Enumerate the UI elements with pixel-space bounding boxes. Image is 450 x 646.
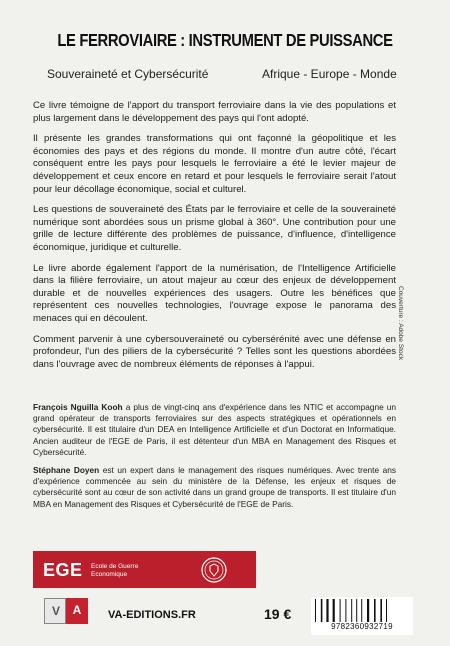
cover-credit: Couverture : Adobe Stock bbox=[397, 286, 404, 361]
author-bio-2-text: est un expert dans le management des risques numériques. Avec trente ans d'expérience commencée au sein du ministère de la Défense, les enjeux et risques de cybersécurité sont au cœur de son activité dans un grand groupe de transports. Il est titulaire d'un MBA en Management des Risques et Cybersécurité de l'EGE de Paris. bbox=[33, 465, 396, 509]
author-bio-2 bbox=[33, 465, 396, 510]
publisher-website: VA-EDITIONS.FR bbox=[108, 609, 196, 621]
barcode-bar bbox=[315, 599, 316, 622]
barcode-bar bbox=[321, 599, 323, 622]
barcode-bar bbox=[361, 599, 362, 622]
isbn-number: 9782360932719 bbox=[331, 622, 393, 631]
barcode-bar bbox=[374, 599, 376, 622]
subtitle-regions: Afrique - Europe - Monde bbox=[262, 67, 397, 81]
va-editions-logo bbox=[44, 598, 88, 624]
barcode-bar bbox=[326, 599, 328, 622]
barcode-bars bbox=[314, 599, 410, 622]
subtitle-theme: Souveraineté et Cybersécurité bbox=[47, 67, 209, 81]
blurb-paragraph-3: Les questions de souveraineté des États par le ferroviaire et celle de la souveraineté numérique sont abordées sous un prisme global à 360°. Une contribution pour une grille de lecture différente des problèmes de puissance, d'influence, d'intelligence économique, juridique et culturelle. bbox=[33, 204, 396, 253]
book-title: LE FERROVIAIRE : INSTRUMENT DE PUISSANCE bbox=[57, 30, 393, 50]
author-name-1: François Nguilla Kooh bbox=[33, 402, 123, 412]
ege-acronym: EGE bbox=[43, 560, 83, 580]
blurb bbox=[33, 100, 396, 379]
barcode-bar bbox=[367, 599, 369, 622]
blurb-paragraph-4: Le livre aborde également l'apport de la numérisation, de l'Intelligence Artificielle dans la filière ferroviaire, un atout majeur au cœur des enjeux de développement durable et de nouvelles expériences des usagers. Outre les bénéfices que représentent ces nouvelles technologies, l'ouvrage expose le panorama des menaces qui en découlent. bbox=[33, 262, 396, 324]
ege-name-line-1: Ecole de Guerre bbox=[91, 563, 139, 570]
author-bio-1-text: a plus de vingt-cinq ans d'expérience dans les NTIC et accompagne un grand opérateur de transports ferroviaires sur des aspects stratégiques et opérationnels en cybersécurité. Il est titulaire d'un DEA en Intelligence Artificielle et d'un Doctorat en Informatique. Ancien auditeur de l'EGE de Paris, il est détenteur d'un MBA en Management des Risques et Cybersécurité. bbox=[33, 402, 396, 457]
blurb-paragraph-2: Il présente les grandes transformations qui ont façonné la géopolitique et les économies des pays et des régions du monde. Il montre d'un autre côté, l'écart conséquent entre les pays pour lesquels le ferroviaire a été le levier majeur de développement et ceux encore en retard et pour lesquels le ferroviaire serait l'atout pour leur décollage économique, social et culturel. bbox=[33, 133, 396, 195]
blurb-paragraph-5: Comment parvenir à une cybersouveraineté ou cybersérénité avec une défense en profondeur, l'un des piliers de la cybersécurité ? Telles sont les questions abordées dans l'ouvrage avec de nombreux éléments de réponses à l'appui. bbox=[33, 333, 396, 370]
barcode-bar bbox=[333, 599, 335, 622]
va-logo-v: V bbox=[44, 598, 66, 624]
barcode-bar bbox=[340, 599, 341, 622]
author-name-2: Stéphane Doyen bbox=[33, 465, 100, 476]
author-bio-1 bbox=[33, 402, 396, 458]
barcode-bar bbox=[356, 599, 357, 622]
author-bios bbox=[33, 402, 396, 517]
ege-emblem-icon bbox=[201, 557, 227, 583]
barcode-bar bbox=[345, 599, 346, 622]
ege-logo-banner bbox=[33, 551, 256, 588]
blurb-paragraph-1: Ce livre témoigne de l'apport du transport ferroviaire dans la vie des populations et plus largement dans le développement des pays qui l'ont adopté. bbox=[33, 100, 396, 124]
isbn-barcode bbox=[311, 597, 413, 635]
va-logo-a: A bbox=[66, 598, 88, 624]
barcode-bar bbox=[386, 599, 387, 622]
ege-name-line-2: Economique bbox=[91, 571, 128, 578]
barcode-bar bbox=[351, 599, 352, 622]
price: 19 € bbox=[264, 606, 292, 622]
barcode-bar bbox=[380, 599, 382, 622]
